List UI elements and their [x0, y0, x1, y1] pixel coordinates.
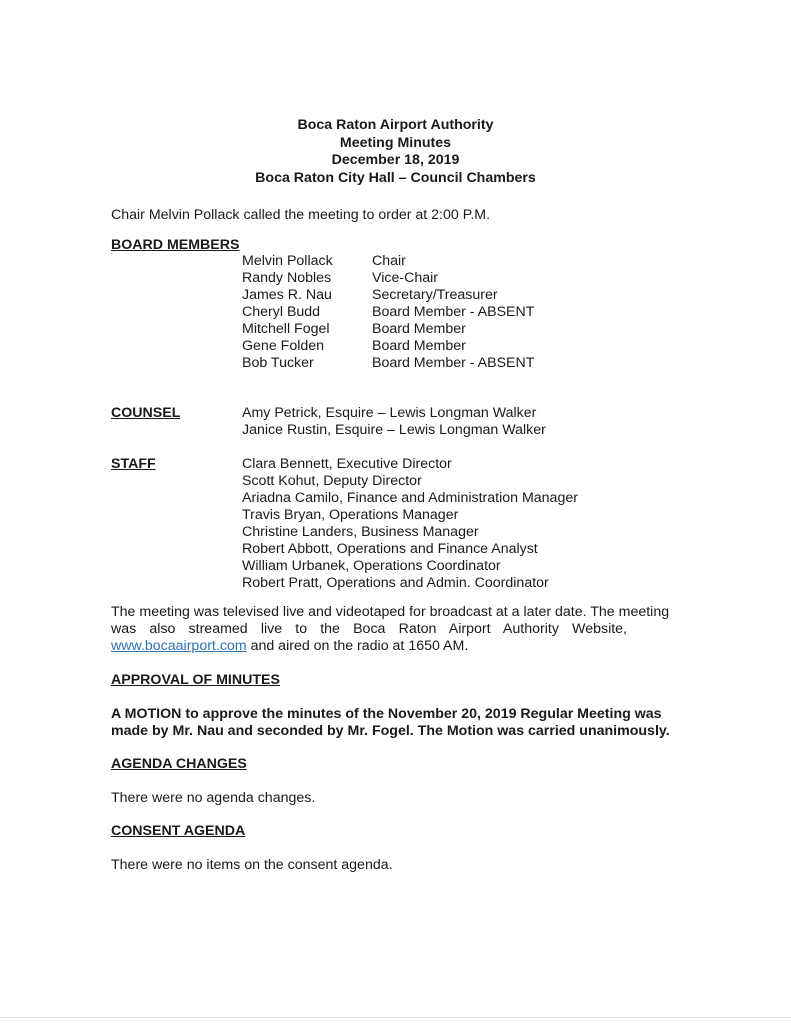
staff-entry: Robert Abbott, Operations and Finance Analyst: [242, 541, 538, 557]
board-member-name: Melvin Pollack: [242, 253, 333, 269]
board-member-name: Cheryl Budd: [242, 304, 321, 320]
broadcast-line-justified: [111, 621, 691, 638]
staff-heading: STAFF: [111, 456, 156, 472]
staff-entry: Robert Pratt, Operations and Admin. Coordinator: [242, 575, 549, 591]
document-header: [0, 117, 791, 187]
broadcast-line-rest: and aired on the radio at 1650 AM.: [246, 638, 469, 654]
board-member-name: Bob Tucker: [242, 355, 314, 371]
board-members-heading: BOARD MEMBERS: [111, 237, 240, 253]
meeting-location: Boca Raton City Hall – Council Chambers: [255, 169, 536, 186]
website-link[interactable]: www.bocaairport.com: [111, 638, 247, 654]
broadcast-paragraph: [111, 604, 691, 655]
board-member-role: Secretary/Treasurer: [372, 287, 498, 303]
approval-motion-line: A MOTION to approve the minutes of the November 20, 2019 Regular Meeting was: [111, 706, 662, 722]
board-member-role: Board Member - ABSENT: [372, 304, 535, 320]
board-member-name: Gene Folden: [242, 338, 325, 354]
call-to-order: Chair Melvin Pollack called the meeting to order at 2:00 P.M.: [111, 207, 491, 223]
board-member-role: Board Member - ABSENT: [372, 355, 535, 371]
board-member-name: Randy Nobles: [242, 270, 332, 286]
meeting-date: December 18, 2019: [331, 152, 460, 168]
agenda-changes-text: There were no agenda changes.: [111, 790, 316, 806]
board-member-role: Board Member: [372, 321, 466, 337]
staff-entry: Christine Landers, Business Manager: [242, 524, 479, 540]
board-member-name: Mitchell Fogel: [242, 321, 330, 337]
agenda-changes-heading: AGENDA CHANGES: [111, 756, 247, 772]
counsel-entry: Amy Petrick, Esquire – Lewis Longman Walker: [242, 405, 537, 421]
broadcast-line: was also streamed live to the Boca Raton Airport Authority Website,: [111, 621, 627, 637]
staff-entry: Ariadna Camilo, Finance and Administration Manager: [242, 490, 578, 506]
board-member-role: Vice-Chair: [372, 270, 438, 286]
counsel-heading: COUNSEL: [111, 405, 181, 421]
counsel-entry: Janice Rustin, Esquire – Lewis Longman Walker: [242, 422, 546, 438]
approval-heading: APPROVAL OF MINUTES: [111, 672, 280, 688]
consent-agenda-heading: CONSENT AGENDA: [111, 823, 246, 839]
staff-entry: William Urbanek, Operations Coordinator: [242, 558, 501, 574]
board-member-name: James R. Nau: [242, 287, 332, 303]
approval-motion: [111, 706, 691, 740]
broadcast-line: [111, 638, 691, 655]
approval-motion-line: made by Mr. Nau and seconded by Mr. Fogel. The Motion was carried unanimously.: [111, 723, 670, 739]
org-name: Boca Raton Airport Authority: [297, 117, 494, 133]
staff-entry: Scott Kohut, Deputy Director: [242, 473, 422, 489]
board-member-role: Board Member: [372, 338, 466, 354]
page-edge-divider: [0, 1017, 791, 1018]
staff-entry: Clara Bennett, Executive Director: [242, 456, 452, 472]
document-type: Meeting Minutes: [339, 134, 452, 151]
board-member-role: Chair: [372, 253, 406, 269]
broadcast-line: The meeting was televised live and videotaped for broadcast at a later date. The meeting: [111, 604, 670, 620]
consent-agenda-text: There were no items on the consent agenda.: [111, 857, 393, 873]
staff-entry: Travis Bryan, Operations Manager: [242, 507, 459, 523]
